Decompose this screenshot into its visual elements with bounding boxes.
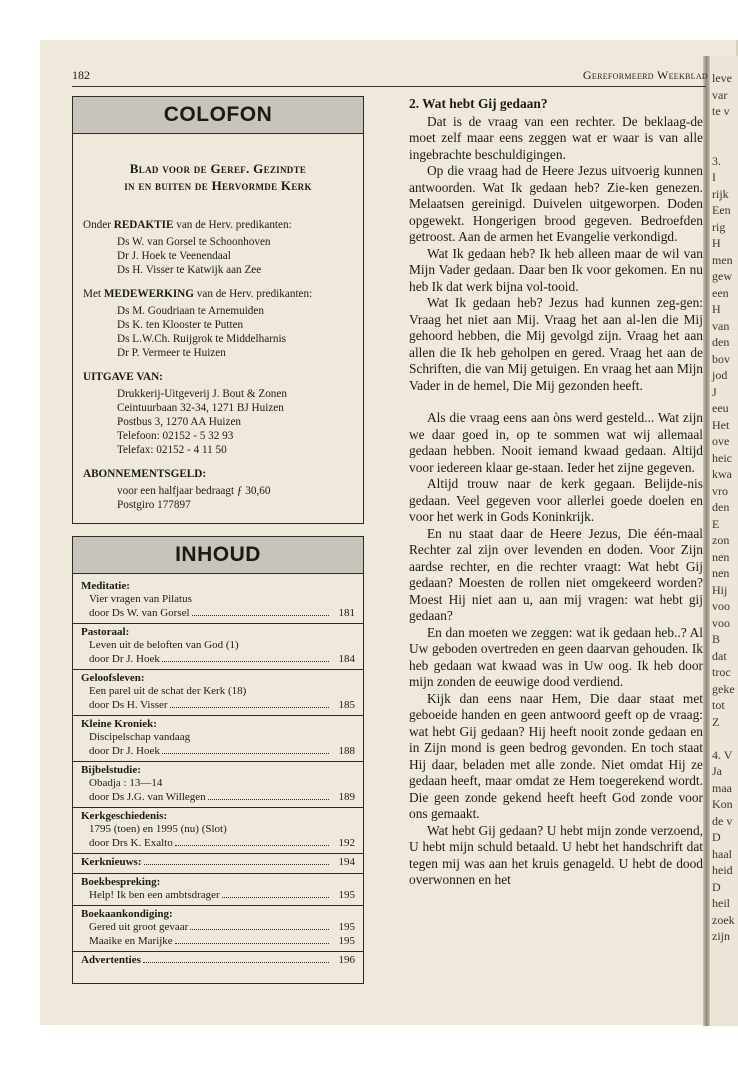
toc-page: 196 — [338, 954, 355, 966]
page-fold — [703, 56, 710, 1026]
toc-page: 189 — [338, 790, 355, 803]
medewerking-bold: MEDEWERKING — [103, 288, 194, 300]
edge-fragment: vro — [712, 483, 728, 498]
edge-fragment: kwa — [712, 467, 732, 481]
edge-fragment: H — [712, 302, 721, 316]
toc-category: Kleine Kroniek: — [81, 718, 157, 730]
toc-author: door Ds J.G. van Willegen — [89, 790, 206, 803]
edge-fragment: gew — [712, 269, 732, 283]
toc-entry[interactable] — [81, 745, 355, 759]
toc-title: Gered uit groot gevaar — [89, 921, 189, 933]
toc-page: 188 — [338, 744, 355, 757]
edge-fragment: 4. V — [712, 747, 733, 762]
edge-fragment: eeu — [712, 401, 729, 415]
redaktie-section — [73, 218, 363, 277]
toc-page: 192 — [338, 836, 355, 849]
article-paragraph: Dat is de vraag van een rechter. De beklaag-de moet zelf maar eens zeggen wat er waar is van alle ingebrachte beschuldigingen. — [409, 113, 703, 162]
toc-page: 185 — [338, 698, 355, 711]
article-column — [409, 96, 703, 889]
toc-entry[interactable] — [81, 607, 355, 621]
toc-author: door Dr J. Hoek — [89, 652, 160, 665]
edge-fragment: Ja — [712, 764, 722, 778]
toc-title: Vier vragen van Pilatus — [89, 593, 192, 605]
contributor-line: Ds K. ten Klooster te Putten — [117, 319, 244, 331]
toc-entry[interactable] — [81, 837, 355, 851]
toc-entry[interactable] — [81, 699, 355, 713]
toc-entry[interactable] — [81, 954, 355, 968]
toc-title: Help! Ik ben een ambtsdrager — [89, 888, 220, 901]
article-paragraph: En nu staat daar de Heere Jezus, Die één-maal Rechter zal zijn over levenden en doden. Voor Zijn aardse rechter, en die rechter vraagt: Wat hebt Gij gedaan? Moesten de rollen niet omgekeerd worden? Moest Hij niet aan u, aan mij vragen: wat hebt gij gedaan? — [409, 525, 703, 623]
article-paragraph: Altijd trouw naar de kerk gegaan. Belijde-nis gedaan. Veel gegeven voor allerlei goede doelen en voor het werk in Gods Koninkrijk. — [409, 476, 703, 524]
edge-fragment: voo — [712, 615, 730, 630]
medewerking-section — [73, 287, 363, 360]
toc-category: Geloofsleven: — [81, 672, 145, 684]
edge-fragment: zijn — [712, 929, 730, 943]
edge-fragment: 3. — [712, 153, 721, 168]
medewerking-post: van de Herv. predikanten: — [193, 288, 313, 300]
edge-fragment: maa — [712, 780, 732, 795]
toc-category: Kerknieuws: — [81, 856, 142, 868]
publisher-line: Telefax: 02152 - 4 11 50 — [117, 444, 227, 456]
edge-fragment: leve — [712, 71, 732, 85]
edge-fragment: I — [712, 170, 716, 184]
inhoud-box — [72, 536, 364, 984]
edge-fragment: D — [712, 879, 721, 894]
toc-entry[interactable] — [81, 889, 355, 903]
toc-author: door Ds W. van Gorsel — [89, 606, 190, 619]
edge-fragment: D — [712, 830, 721, 844]
edge-fragment: geke — [712, 681, 735, 696]
contributor-line: Ds M. Goudriaan te Arnemuiden — [117, 305, 264, 317]
uitgave-title: UITGAVE VAN: — [83, 371, 163, 383]
edge-fragment: een — [712, 285, 729, 300]
toc-entry[interactable] — [81, 921, 355, 935]
toc-line — [81, 639, 355, 653]
next-page-edge — [710, 56, 738, 1026]
edge-fragment: nen — [712, 566, 730, 580]
redaktie-post: van de Herv. predikanten: — [173, 219, 292, 231]
medewerking-title — [83, 287, 353, 301]
subscription-line: voor een halfjaar bedraagt ƒ 30,60 — [117, 485, 271, 497]
editor-line: Ds W. van Gorsel te Schoonhoven — [117, 236, 271, 248]
toc-page: 195 — [338, 888, 355, 901]
edge-fragment: Hij — [712, 582, 728, 597]
toc-page: 194 — [338, 856, 355, 868]
edge-fragment: men — [712, 252, 733, 267]
toc-page: 184 — [338, 652, 355, 665]
header-rule — [72, 86, 706, 87]
toc-title: Leven uit de beloften van God (1) — [89, 639, 239, 651]
page-number: 182 — [72, 68, 90, 82]
article-paragraph: Op die vraag had de Heere Jezus uitvoerig kunnen antwoorden. Wat Ik gedaan heb? Zie-ken genezen. Melaatsen gereinigd. Duivelen uitgeworpen. Doden opgewekt. Hongerigen brood gegeven. Bedroefden getroost. Aan de armen het Evangelie verkondigd. — [409, 163, 703, 244]
article-paragraph: Wat Ik gedaan heb? Ik heb alleen maar de wil van Mijn Vader gedaan. Daar ben Ik voor gekomen. En nu heb Ik dat werk bijna vol-tooid. — [409, 245, 703, 294]
edge-fragment: tot — [712, 698, 725, 712]
toc-category: Boekaankondiging: — [81, 908, 173, 920]
edge-fragment: den — [712, 500, 730, 514]
edge-fragment: var — [712, 87, 728, 102]
edge-fragment: voo — [712, 599, 730, 613]
running-head-title: Gereformeerd Weekblad — [582, 68, 708, 82]
toc-author: door Drs K. Exalto — [89, 836, 173, 849]
edge-fragment: haal — [712, 846, 732, 861]
edge-fragment: van — [712, 318, 730, 333]
edge-fragment: Een — [712, 203, 731, 217]
editor-line: Ds H. Visser te Katwijk aan Zee — [117, 264, 262, 276]
abonnement-section — [73, 467, 363, 512]
edge-fragment — [712, 730, 738, 747]
edge-fragment: ove — [712, 434, 730, 448]
edge-fragment: heid — [712, 863, 733, 877]
running-header — [72, 66, 710, 86]
toc-title: Obadja : 13—14 — [89, 777, 163, 789]
medewerking-pre: Met — [83, 288, 104, 300]
article-paragraph: Kijk dan eens naar Hem, Die daar staat met geboeide handen en geen antwoord geeft op de vraag: wat hebt Gij gedaan? Hij heeft nooit zonde gedaan en in Zijn mond is geen bedrog gevonden. En toch staat Hij daar, beladen met alle zonde. Niet omdat Hij ze gedaan heeft, maar omdat ze Hem toegerekend wordt. Die geen zonde gekend heeft heeft God zonde voor ons gemaakt. — [409, 690, 703, 821]
toc-entry[interactable] — [81, 856, 355, 870]
toc-category: Boekbespreking: — [81, 875, 161, 888]
edge-fragment: te v — [712, 104, 730, 118]
toc-category: Meditatie: — [81, 580, 130, 592]
inhoud-heading: INHOUD — [73, 537, 363, 574]
article-paragraph: Wat hebt Gij gedaan? U hebt mijn zonde verzoend, U hebt mijn schuld betaald. U hebt het handschrift dat tegen mij was aan het kruis genageld. U hebt de dood overwonnen en het — [409, 822, 703, 887]
table-of-contents — [73, 574, 363, 968]
article-paragraph: Als die vraag eens aan òns werd gesteld... Wat zijn we daar goed in, op te sommen wat wij allemaal gedaan hebben. Nooit iemand kwaad gedaan. Altijd voor iedereen klaar ge-staan. Ieder het zijne gegeven. — [409, 410, 703, 475]
edge-fragment: B — [712, 632, 721, 646]
colofon-heading: COLOFON — [73, 97, 363, 134]
publisher-line: Postbus 3, 1270 AA Huizen — [117, 416, 242, 428]
edge-fragment: rijk — [712, 186, 729, 201]
toc-page: 195 — [338, 934, 355, 947]
edge-fragment: bov — [712, 351, 730, 366]
redaktie-bold: REDAKTIE — [113, 219, 174, 231]
redaktie-pre: Onder — [83, 219, 114, 231]
edge-fragment: den — [712, 335, 730, 349]
abonnement-title: ABONNEMENTSGELD: — [83, 468, 207, 480]
edge-fragment: H — [712, 236, 721, 250]
uitgave-section — [73, 370, 363, 457]
contributor-line: Ds L.W.Ch. Ruijgrok te Middelharnis — [117, 333, 286, 345]
toc-title: Maaike en Marijke — [89, 934, 173, 947]
toc-page: 195 — [338, 921, 355, 933]
edge-fragment: Kon — [712, 797, 733, 811]
toc-category: Pastoraal: — [81, 626, 130, 638]
edge-fragment: Z — [712, 714, 720, 729]
next-page-text — [710, 56, 738, 945]
toc-title: Een parel uit de schat der Kerk (18) — [89, 685, 247, 697]
editor-line: Dr J. Hoek te Veenendaal — [117, 250, 231, 262]
edge-fragment — [712, 120, 738, 137]
toc-line — [81, 593, 355, 607]
toc-category: Kerkgeschiedenis: — [81, 810, 168, 822]
toc-category: Bijbelstudie: — [81, 764, 141, 776]
toc-line — [81, 731, 355, 745]
toc-author: door Ds H. Visser — [89, 698, 168, 711]
edge-fragment: Het — [712, 417, 730, 432]
toc-page: 181 — [338, 606, 355, 619]
edge-fragment: nen — [712, 549, 730, 564]
article-paragraph: Wat Ik gedaan heb? Jezus had kunnen zeg-gen: Vraag het niet aan Mij. Vraag het aan al-len die Mij gehoord hebben, die Mij gevolgd zijn. Vraag het aan allen die Ik heb geholpen en gered. Vraag het aan de Schriften, die van Mij getuigen. En vraag het aan Mijn Vader in de hemel, Die Mij gezonden heeft. — [409, 295, 703, 393]
article-heading: 2. Wat hebt Gij gedaan? — [409, 96, 548, 111]
publisher-line: Drukkerij-Uitgeverij J. Bout & Zonen — [117, 388, 287, 400]
colofon-box — [72, 96, 364, 524]
redaktie-title — [83, 218, 353, 232]
subtitle-line-1: Blad voor de Geref. Gezindte — [129, 161, 307, 176]
toc-entry[interactable] — [81, 653, 355, 667]
toc-entry[interactable] — [81, 935, 355, 949]
edge-fragment: heil — [712, 896, 730, 910]
publication-subtitle — [73, 160, 363, 194]
contributor-line: Dr P. Vermeer te Huizen — [117, 347, 226, 359]
subtitle-line-2: in en buiten de Hervormde Kerk — [124, 178, 312, 193]
edge-fragment: rig — [712, 219, 726, 234]
edge-fragment: E — [712, 516, 720, 531]
edge-fragment: troc — [712, 665, 731, 679]
toc-line — [81, 685, 355, 699]
article-paragraph: En dan moeten we zeggen: wat ik gedaan heb..? Al Uw geboden overtreden en geen daarvan gehouden. Ik heb gedaan wat kwaad was in Uw oog. Ik heb door mijn zonden de eeuwige dood verdiend. — [409, 624, 703, 689]
toc-author: door Dr J. Hoek — [89, 744, 160, 757]
toc-title: Discipelschap vandaag — [89, 731, 191, 743]
edge-fragment: de v — [712, 813, 733, 828]
edge-fragment: jod — [712, 368, 728, 382]
edge-fragment: zon — [712, 533, 730, 547]
edge-fragment: zoek — [712, 912, 735, 927]
toc-line — [81, 823, 355, 837]
edge-fragment: dat — [712, 648, 727, 663]
edge-fragment: heic — [712, 450, 732, 465]
publisher-line: Telefoon: 02152 - 5 32 93 — [117, 430, 234, 442]
toc-line — [81, 777, 355, 791]
toc-title: 1795 (toen) en 1995 (nu) (Slot) — [89, 823, 227, 835]
toc-entry[interactable] — [81, 791, 355, 805]
subscription-line: Postgiro 177897 — [117, 499, 191, 511]
publisher-line: Ceintuurbaan 32-34, 1271 BJ Huizen — [117, 402, 284, 414]
edge-fragment: J — [712, 384, 717, 399]
toc-category: Advertenties — [81, 954, 141, 966]
edge-fragment — [712, 136, 738, 153]
